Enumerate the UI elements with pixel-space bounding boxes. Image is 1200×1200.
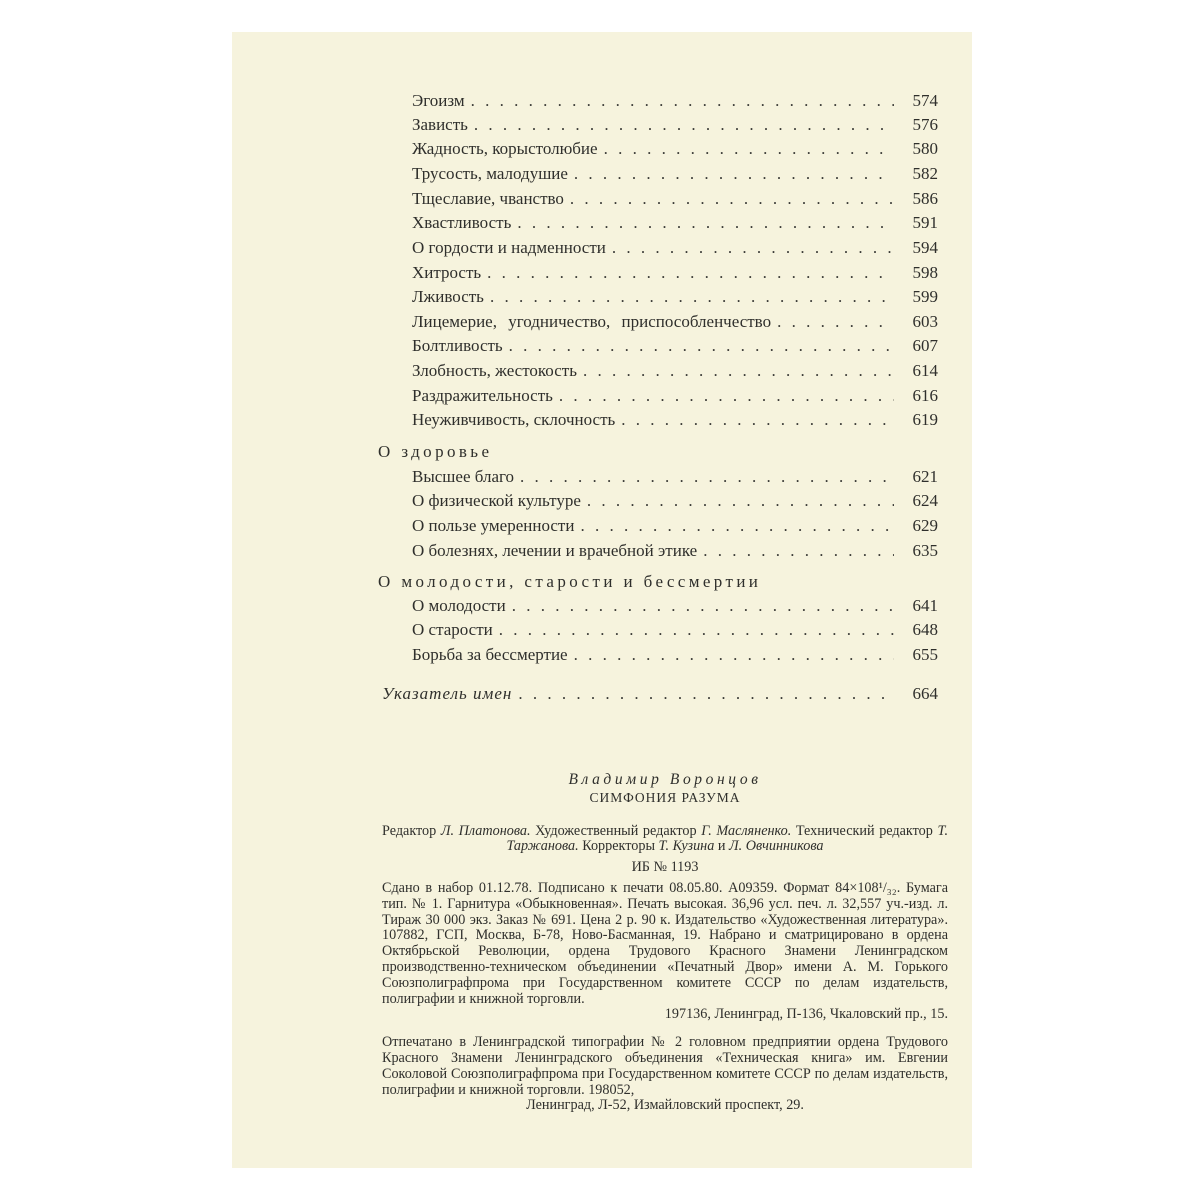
toc-entry-page: 574	[912, 91, 938, 110]
toc-entry-label: Лицемерие, угодничество, приспособленчество	[412, 312, 772, 331]
toc-entry-page: 591	[912, 213, 938, 232]
art-editor-role: Художественный редактор	[535, 822, 697, 839]
book-page	[232, 32, 972, 1168]
toc-entry-page: 603	[912, 312, 938, 331]
toc-entry-label: Неуживчивость, склочность	[412, 410, 616, 429]
leader-dots	[574, 162, 894, 186]
toc-entry-label: Зависть	[412, 115, 468, 134]
toc-entry-label: О физической культуре	[412, 491, 581, 510]
author-name: Владимир Воронцов	[568, 771, 762, 788]
leader-dots	[487, 261, 894, 285]
leader-dots	[520, 465, 894, 489]
toc-entry	[412, 465, 938, 489]
toc-entry-label: Трусость, малодушие	[412, 164, 568, 183]
toc-entry-page: 599	[912, 287, 938, 306]
toc-entry-label: О болезнях, лечении и врачебной этике	[412, 541, 698, 560]
toc-entry-page: 624	[912, 491, 938, 510]
toc-entry-page: 594	[912, 238, 938, 257]
toc-entry-page: 664	[912, 684, 938, 703]
toc-entry-page: 607	[912, 336, 938, 355]
toc-entry-page: 635	[912, 541, 938, 560]
toc-entry-page: 576	[912, 115, 938, 134]
toc-entry-label: О молодости	[412, 596, 506, 615]
toc-entry-label: Высшее благо	[412, 467, 515, 486]
editor-role: Редактор	[382, 822, 437, 839]
leader-dots	[517, 211, 894, 235]
leader-dots	[604, 137, 894, 161]
toc-entry-page: 629	[912, 516, 938, 535]
ib-number: ИБ № 1193	[631, 859, 699, 876]
toc-entry-label: Лживость	[412, 287, 484, 306]
toc-entry-page: 582	[912, 164, 938, 183]
leader-dots	[518, 682, 894, 706]
toc-entry-page: 648	[912, 620, 938, 639]
leader-dots	[559, 384, 894, 408]
toc-entry	[412, 359, 938, 383]
toc-entry	[412, 334, 938, 358]
toc-entry-index	[382, 682, 938, 706]
toc-entry-page: 619	[912, 410, 938, 429]
leader-dots	[509, 334, 894, 358]
toc-entry	[412, 514, 938, 538]
leader-dots	[512, 594, 894, 618]
leader-dots	[777, 310, 894, 334]
leader-dots	[499, 618, 894, 642]
toc-entry-page: 598	[912, 263, 938, 282]
toc-entry-label: Жадность, корыстолюбие	[412, 139, 598, 158]
toc-entry	[412, 285, 938, 309]
toc-entry	[412, 643, 938, 667]
toc-entry	[412, 236, 938, 260]
tech-editor-role: Технический редактор	[795, 822, 933, 839]
art-editor-name: Г. Масляненко.	[701, 822, 792, 839]
toc-entry-label: Злобность, жестокость	[412, 361, 577, 380]
section-heading-youth: О молодости, старости и бессмертии	[378, 572, 762, 591]
toc-entry	[412, 384, 938, 408]
toc-entry	[412, 539, 938, 563]
printing-details-address: 197136, Ленинград, П-136, Чкаловский пр., 15.	[664, 1006, 948, 1023]
toc-entry-label: Хитрость	[412, 263, 482, 282]
printing-details	[382, 881, 948, 1023]
colophon	[382, 772, 948, 1114]
printer-details	[382, 1035, 948, 1114]
printing-details-text: Сдано в набор 01.12.78. Подписано к печати 08.05.80. А09359. Формат 84×108¹/₃₂. Бумага тип. № 1. Гарнитура «Обыкновенная». Печать высокая. 36,96 усл. печ. л. 32,557 уч.-изд. л. Тираж 30 000 экз. Заказ № 691. Цена 2 р. 90 к. Издательство «Художественная литература». 107882, ГСП, Москва, Б-78, Ново-Басманная, 19. Набрано и сматрицировано в ордена Октябрьской Революции, ордена Трудового Красного Знамени Ленинградском производственно-техническом объединении «Печатный Двор» имени А. М. Горького Союзполиграфпрома при Государственном комитете СССР по делам издательств, полиграфии и книжной торговли.	[382, 879, 948, 1007]
toc-entry	[412, 162, 938, 186]
toc-entry-page: 616	[912, 386, 938, 405]
toc-entry-label: Указатель имен	[382, 684, 513, 703]
printer-details-address: Ленинград, Л-52, Измайловский проспект, 29.	[526, 1097, 804, 1114]
toc-entry-page: 641	[912, 596, 938, 615]
toc-entry-label: Борьба за бессмертие	[412, 645, 568, 664]
leader-dots	[570, 187, 894, 211]
toc-entry-label: Тщеславие, чванство	[412, 189, 564, 208]
leader-dots	[574, 643, 894, 667]
book-title: СИМФОНИЯ РАЗУМА	[589, 789, 741, 805]
toc-entry	[412, 187, 938, 211]
leader-dots	[490, 285, 894, 309]
leader-dots	[587, 489, 894, 513]
leader-dots	[583, 359, 894, 383]
toc-entry	[412, 89, 938, 113]
toc-entry	[412, 594, 938, 618]
leader-dots	[471, 89, 894, 113]
corrector-name: Л. Овчинникова	[729, 838, 824, 855]
correctors-role: Корректоры	[582, 838, 655, 855]
toc-entry-label: О старости	[412, 620, 493, 639]
toc-entry-page: 655	[912, 645, 938, 664]
toc-entry	[412, 261, 938, 285]
toc-entry-label: Раздражительность	[412, 386, 553, 405]
corrector-name: Т. Кузина	[658, 838, 715, 855]
leader-dots	[612, 236, 894, 260]
toc-entry	[412, 211, 938, 235]
toc-entry	[412, 113, 938, 137]
section-heading-health: О здоровье	[378, 442, 493, 461]
editor-name: Л. Платонова.	[440, 822, 531, 839]
printer-details-text: Отпечатано в Ленинградской типографии № 2 головном предприятии ордена Трудового Красного Знамени Ленинградского объединения «Техническая книга» им. Евгении Соколовой Союзполиграфпрома при Государственном комитете СССР по делам издательств, полиграфии и книжной торговли. 198052,	[382, 1034, 948, 1098]
toc-entry-label: Эгоизм	[412, 91, 465, 110]
leader-dots	[703, 539, 894, 563]
toc-entry-page: 614	[912, 361, 938, 380]
toc-entry-page: 621	[912, 467, 938, 486]
credits-block	[382, 824, 948, 856]
toc-entry	[412, 137, 938, 161]
conjunction: и	[717, 838, 726, 855]
leader-dots	[580, 514, 894, 538]
toc-entry	[412, 618, 938, 642]
toc-entry	[412, 408, 938, 432]
leader-dots	[474, 113, 894, 137]
toc-entry-page: 586	[912, 189, 938, 208]
toc-entry-label: О пользе умеренности	[412, 516, 575, 535]
tech-editor-name: Т. Таржанова.	[506, 822, 948, 855]
toc-entry-label: О гордости и надменности	[412, 238, 606, 257]
toc-entry-label: Болтливость	[412, 336, 503, 355]
toc-entry	[412, 489, 938, 513]
toc-entry	[412, 310, 938, 334]
leader-dots	[621, 408, 894, 432]
toc-entry-page: 580	[912, 139, 938, 158]
toc-entry-label: Хвастливость	[412, 213, 512, 232]
